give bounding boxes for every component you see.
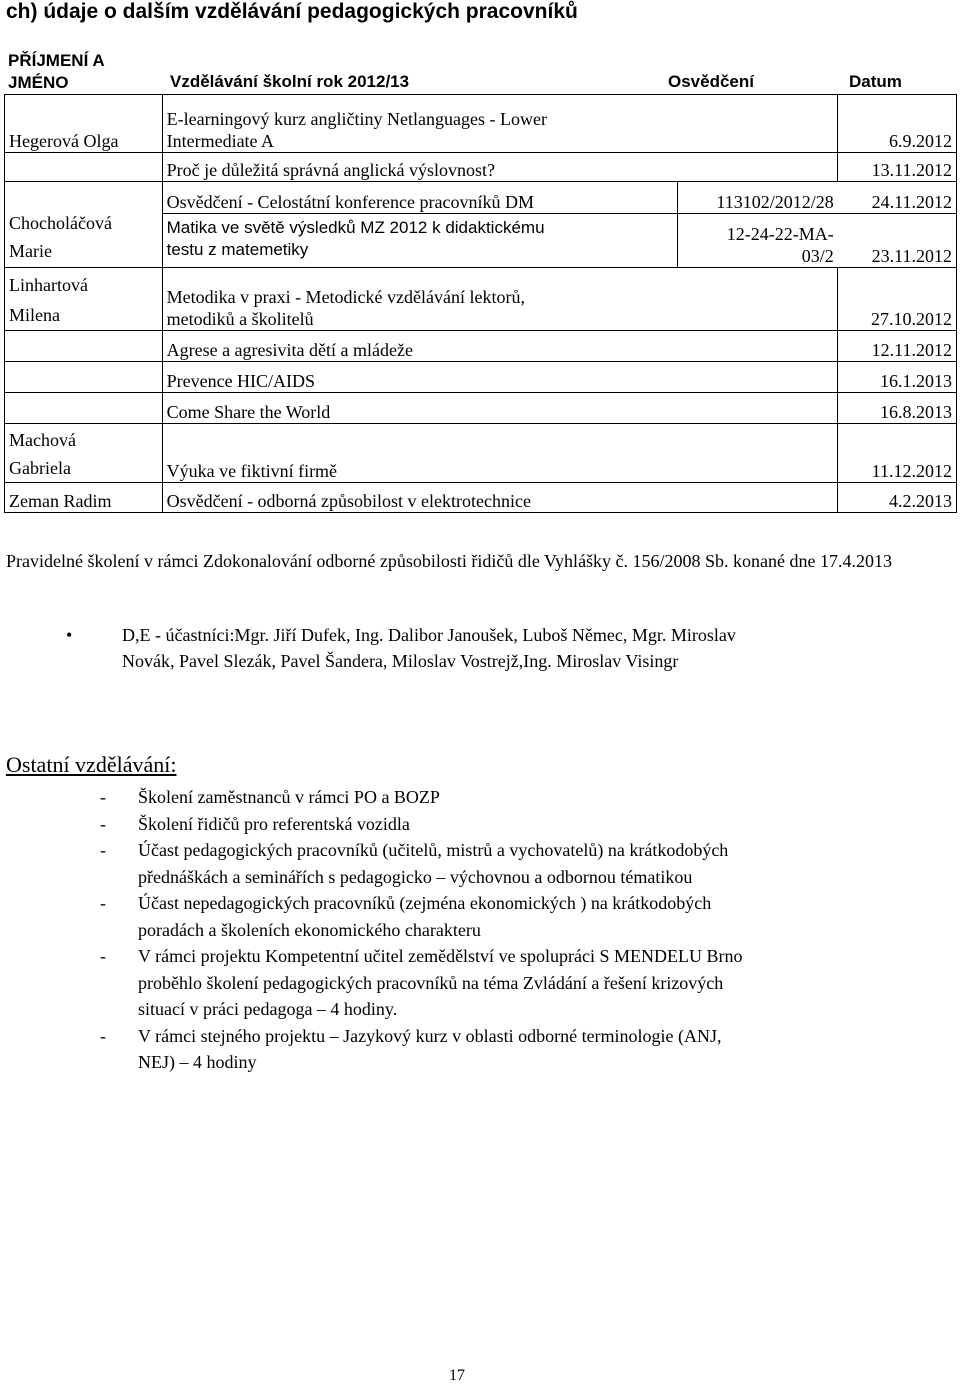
dash-marker: - [100, 893, 106, 913]
header-name-line2: JMÉNO [8, 73, 69, 92]
date-cell: 11.12.2012 [838, 424, 957, 483]
course-line: E-learningový kurz angličtiny Netlanguages - Lower [166, 109, 547, 129]
course-cell [162, 268, 838, 331]
course-cell [162, 214, 677, 268]
name-cell [5, 393, 163, 424]
name-cell [5, 153, 163, 182]
list-item [100, 784, 900, 811]
date-cell: 27.10.2012 [838, 268, 957, 331]
course-line: testu z matemetiky [166, 240, 309, 259]
name-line: Linhartová [9, 275, 88, 295]
date-cell: 6.9.2012 [838, 95, 957, 153]
participants-bullet [66, 622, 924, 674]
table-row [5, 331, 957, 362]
list-line: situací v práci pedagoga – 4 hodiny. [138, 999, 398, 1019]
list-item [100, 811, 900, 838]
course-line: Matika ve světě výsledků MZ 2012 k didaktickému [166, 218, 545, 237]
other-training-list [100, 784, 900, 1076]
table-row [5, 268, 957, 331]
header-date: Datum [849, 72, 902, 91]
bullet-line: D,E - účastníci:Mgr. Jiří Dufek, Ing. Dalibor Janoušek, Luboš Němec, Mgr. Miroslav [122, 625, 736, 645]
list-item [100, 837, 900, 890]
list-item [100, 943, 900, 1023]
header-name [8, 50, 105, 94]
course-cell: Výuka ve fiktivní firmě [162, 424, 838, 483]
table-row [5, 362, 957, 393]
date-cell: 16.8.2013 [838, 393, 957, 424]
date-cell: 24.11.2012 [838, 182, 957, 214]
name-line: Marie [9, 241, 52, 261]
dash-marker: - [100, 946, 106, 966]
course-cell: Come Share the World [162, 393, 838, 424]
table-row [5, 153, 957, 182]
list-line: NEJ) – 4 hodiny [138, 1052, 257, 1072]
list-line: V rámci projektu Kompetentní učitel zemědělství ve spolupráci S MENDELU Brno [138, 946, 743, 966]
name-cell [5, 362, 163, 393]
name-cell [5, 182, 163, 268]
list-line: Účast pedagogických pracovníků (učitelů, mistrů a vychovatelů) na krátkodobých [138, 840, 729, 860]
date-cell: 23.11.2012 [838, 214, 957, 268]
course-cell: Osvědčení - odborná způsobilost v elektrotechnice [162, 483, 838, 513]
course-cell [162, 95, 838, 153]
table-row [5, 182, 957, 214]
course-cell: Osvědčení - Celostátní konference pracovníků DM [162, 182, 677, 214]
date-cell: 12.11.2012 [838, 331, 957, 362]
header-course: Vzdělávání školní rok 2012/13 [170, 72, 410, 91]
list-line: Školení řidičů pro referentská vozidla [138, 813, 410, 834]
dash-marker: - [100, 787, 106, 807]
course-cell: Proč je důležitá správná anglická výslovnost? [162, 153, 838, 182]
name-line: Machová [9, 430, 76, 450]
course-cell: Prevence HIC/AIDS [162, 362, 838, 393]
dash-marker: - [100, 813, 106, 834]
table-row [5, 483, 957, 513]
driver-training-paragraph: Pravidelné školení v rámci Zdokonalování odborné způsobilosti řidičů dle Vyhlášky č. 156/2008 Sb. konané dne 17.4.2013 [6, 551, 893, 571]
course-line: metodiků a školitelů [166, 309, 314, 329]
bullet-line: Novák, Pavel Slezák, Pavel Šandera, Miloslav Vostrejž,Ing. Miroslav Visingr [122, 651, 679, 671]
cert-line: 03/2 [801, 246, 834, 266]
list-item [100, 890, 900, 943]
list-line: proběhlo školení pedagogických pracovníků na téma Zvládání a řešení krizových [138, 972, 724, 993]
list-line: V rámci stejného projektu – Jazykový kurz v oblasti odborné terminologie (ANJ, [138, 1025, 722, 1046]
page-number: 17 [449, 1367, 465, 1384]
name-cell: Hegerová Olga [5, 95, 163, 153]
name-line: Milena [9, 305, 60, 325]
course-line: Intermediate A [166, 131, 275, 151]
list-item [100, 1023, 900, 1076]
table-row [5, 95, 957, 153]
dash-marker: - [100, 840, 106, 860]
header-cert: Osvědčení [668, 72, 754, 91]
table-header [4, 44, 957, 94]
date-cell: 16.1.2013 [838, 362, 957, 393]
table-row [5, 424, 957, 483]
course-cell: Agrese a agresivita dětí a mládeže [162, 331, 838, 362]
list-line: Školení zaměstnanců v rámci PO a BOZP [138, 787, 440, 807]
list-line: přednáškách a seminářích s pedagogicko – výchovnou a odbornou tématikou [138, 866, 693, 887]
list-line: poradách a školeních ekonomického charakteru [138, 919, 481, 940]
header-name-line1: PŘÍJMENÍ A [8, 51, 105, 70]
name-line: Gabriela [9, 458, 71, 478]
table-row [5, 393, 957, 424]
page-heading: ch) údaje o dalším vzdělávání pedagogických pracovníků [6, 0, 578, 23]
other-training-heading: Ostatní vzdělávání: [6, 752, 177, 777]
name-cell [5, 424, 163, 483]
name-cell [5, 268, 163, 331]
name-cell: Zeman Radim [5, 483, 163, 513]
list-line: Účast nepedagogických pracovníků (zejména ekonomických ) na krátkodobých [138, 893, 712, 913]
cert-line: 12-24-22-MA- [726, 224, 834, 244]
dash-marker: - [100, 1025, 106, 1046]
name-line: Chocholáčová [9, 213, 112, 233]
date-cell: 13.11.2012 [838, 153, 957, 182]
cert-cell [678, 214, 838, 268]
cert-cell: 113102/2012/28 [678, 182, 838, 214]
course-line: Metodika v praxi - Metodické vzdělávání lektorů, [166, 287, 525, 307]
training-records [4, 94, 957, 513]
bullet-icon: • [66, 625, 73, 645]
name-cell [5, 331, 163, 362]
date-cell: 4.2.2013 [838, 483, 957, 513]
training-table [4, 44, 957, 513]
